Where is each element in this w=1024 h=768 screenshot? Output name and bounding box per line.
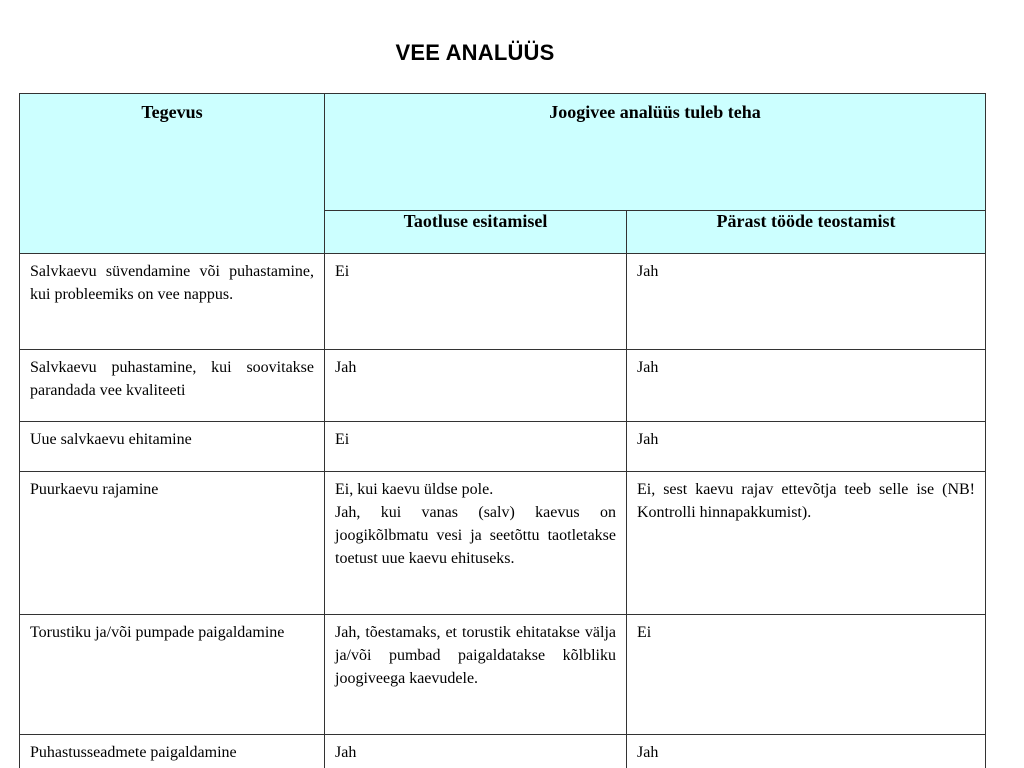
table-row (20, 350, 986, 422)
header-tegevus: Tegevus (20, 94, 325, 254)
cell-taotlus: Ei (325, 422, 627, 472)
cell-tegevus: Puhastusseadmete paigaldamine (20, 735, 325, 768)
header-parast-toode-teostamist: Pärast tööde teostamist (627, 211, 986, 254)
cell-tegevus: Salvkaevu puhastamine, kui soovitakse parandada vee kvaliteeti (20, 350, 325, 422)
cell-tegevus: Torustiku ja/või pumpade paigaldamine (20, 615, 325, 735)
cell-taotlus: Jah, tõestamaks, et torustik ehitatakse välja ja/või pumbad paigaldatakse kõlbliku joogiveega kaevudele. (325, 615, 627, 735)
table-row (20, 472, 986, 615)
cell-parast: Ei, sest kaevu rajav ettevõtja teeb selle ise (NB! Kontrolli hinnapakkumist). (627, 472, 986, 615)
cell-taotlus: Jah (325, 350, 627, 422)
cell-parast: Ei (627, 615, 986, 735)
cell-parast: Jah (627, 422, 986, 472)
cell-parast: Jah (627, 735, 986, 768)
cell-tegevus: Puurkaevu rajamine (20, 472, 325, 615)
cell-taotlus: Jah (325, 735, 627, 768)
table-row (20, 422, 986, 472)
header-taotluse-esitamisel: Taotluse esitamisel (325, 211, 627, 254)
table-body (20, 254, 986, 768)
table-row (20, 615, 986, 735)
cell-taotlus: Ei, kui kaevu üldse pole. Jah, kui vanas (salv) kaevus on joogikõlbmatu vesi ja seetõttu taotletakse toetust uue kaevu ehituseks. (325, 472, 627, 615)
cell-tegevus: Salvkaevu süvendamine või puhastamine, kui probleemiks on vee nappus. (20, 254, 325, 350)
header-group-joogivee: Joogivee analüüs tuleb teha (325, 94, 986, 211)
cell-parast: Jah (627, 254, 986, 350)
cell-parast: Jah (627, 350, 986, 422)
table-row (20, 254, 986, 350)
water-analysis-table (19, 93, 986, 768)
cell-tegevus: Uue salvkaevu ehitamine (20, 422, 325, 472)
page-title: VEE ANALÜÜS (395, 40, 555, 65)
cell-taotlus: Ei (325, 254, 627, 350)
table-row (20, 735, 986, 768)
